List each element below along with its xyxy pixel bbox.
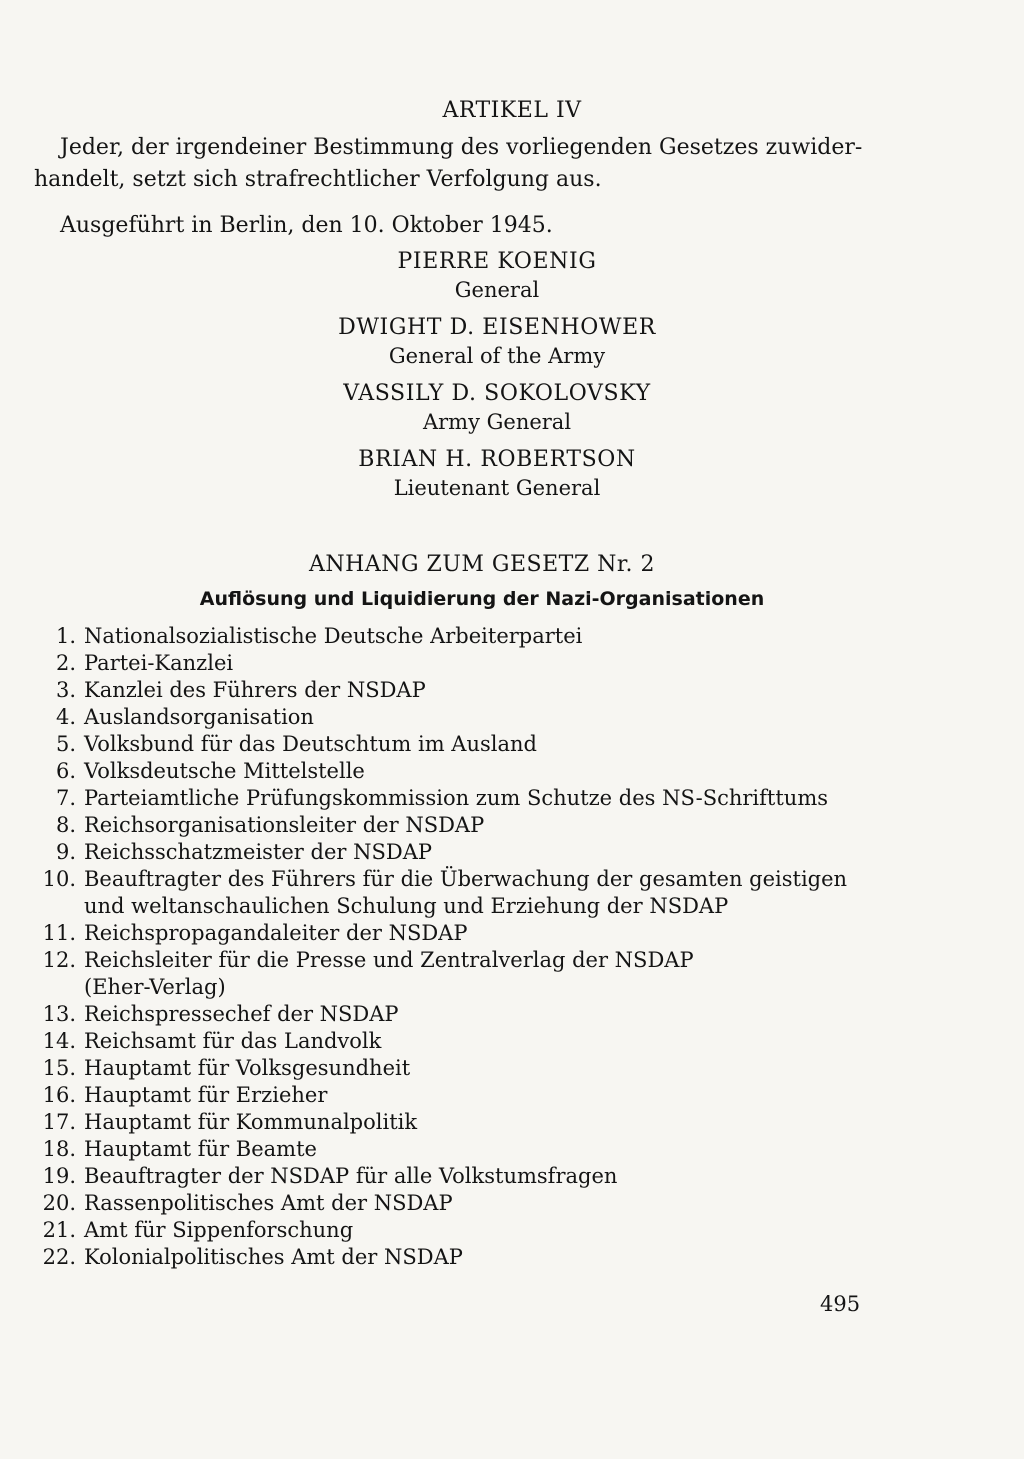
list-item-text: Hauptamt für Kommunalpolitik [84, 1110, 418, 1134]
list-item-number: 7. [55, 786, 76, 810]
list-item-number: 20. [42, 1191, 76, 1215]
list-item-text-block [84, 1082, 890, 1109]
signatory-name: VASSILY D. SOKOLOVSKY [343, 381, 651, 406]
list-item-number: 2. [55, 651, 76, 675]
signatory-title: Army General [422, 410, 572, 434]
list-item-text-block [84, 1190, 890, 1217]
list-item-number: 14. [42, 1029, 76, 1053]
list-item-text: Auslandsorganisation [84, 705, 314, 729]
list-item-continuation: (Eher-Verlag) [84, 975, 226, 999]
list-item-number: 10. [42, 867, 76, 891]
executed-line: Ausgeführt in Berlin, den 10. Oktober 1945. [60, 213, 553, 238]
list-item-number: 22. [42, 1245, 76, 1269]
list-item [30, 1190, 890, 1217]
list-item [30, 1217, 890, 1244]
list-item-text-block [84, 758, 890, 785]
list-item-text: Reichspropagandaleiter der NSDAP [84, 921, 468, 945]
signatory-name: DWIGHT D. EISENHOWER [338, 315, 656, 340]
list-item-text-block [84, 1244, 890, 1271]
organization-list [30, 623, 890, 1271]
page-number: 495 [820, 1292, 861, 1316]
list-item-continuation: und weltanschaulichen Schulung und Erziehung der NSDAP [84, 894, 729, 918]
list-item-text-block [84, 866, 890, 920]
list-item [30, 785, 890, 812]
list-item [30, 623, 890, 650]
list-item-text-block [84, 731, 890, 758]
list-item [30, 1163, 890, 1190]
list-item-text-block [84, 920, 890, 947]
annex-heading: ANHANG ZUM GESETZ Nr. 2 [309, 552, 655, 577]
list-item-text-block [84, 704, 890, 731]
list-item-number: 12. [42, 948, 76, 972]
list-item-text: Beauftragter des Führers für die Überwachung der gesamten geistigen [84, 867, 848, 891]
list-item-text: Reichspressechef der NSDAP [84, 1002, 399, 1026]
list-item-text-block [84, 839, 890, 866]
article-heading: ARTIKEL IV [442, 98, 582, 123]
list-item-text-block [84, 650, 890, 677]
list-item-number: 18. [42, 1137, 76, 1161]
list-item-text-block [84, 623, 890, 650]
list-item-number: 6. [55, 759, 76, 783]
list-item [30, 1244, 890, 1271]
list-item-text: Kolonialpolitisches Amt der NSDAP [84, 1245, 463, 1269]
list-item [30, 1082, 890, 1109]
list-item-number: 15. [42, 1056, 76, 1080]
list-item-text: Hauptamt für Beamte [84, 1137, 317, 1161]
list-item-text-block [84, 1001, 890, 1028]
list-item-text-block [84, 1028, 890, 1055]
list-item-text: Reichsamt für das Landvolk [84, 1029, 382, 1053]
list-item [30, 731, 890, 758]
signatory-title: General of the Army [388, 344, 606, 368]
list-item-number: 16. [42, 1083, 76, 1107]
list-item-text: Amt für Sippenforschung [84, 1218, 354, 1242]
list-item [30, 1028, 890, 1055]
list-item-number: 9. [55, 840, 76, 864]
list-item-text-block [84, 812, 890, 839]
list-item [30, 1001, 890, 1028]
list-item-text: Reichsorganisationsleiter der NSDAP [84, 813, 485, 837]
list-item [30, 866, 890, 920]
list-item [30, 758, 890, 785]
list-item-text: Partei-Kanzlei [84, 651, 234, 675]
signatory-name: BRIAN H. ROBERTSON [358, 447, 636, 472]
list-item-text: Kanzlei des Führers der NSDAP [84, 678, 426, 702]
list-item-text: Rassenpolitisches Amt der NSDAP [84, 1191, 453, 1215]
list-item-text: Beauftragter der NSDAP für alle Volkstumsfragen [84, 1164, 618, 1188]
list-item-number: 17. [42, 1110, 76, 1134]
list-item-text-block [84, 1163, 890, 1190]
list-item [30, 650, 890, 677]
list-item [30, 1109, 890, 1136]
list-item [30, 812, 890, 839]
article-text-line-1: Jeder, der irgendeiner Bestimmung des vorliegenden Gesetzes zuwider- [60, 135, 863, 160]
list-item-text: Nationalsozialistische Deutsche Arbeiterpartei [84, 624, 583, 648]
list-item-text: Reichsschatzmeister der NSDAP [84, 840, 432, 864]
list-item-number: 19. [42, 1164, 76, 1188]
list-item [30, 839, 890, 866]
list-item-text-block [84, 1109, 890, 1136]
list-item-text: Volksdeutsche Mittelstelle [84, 759, 365, 783]
list-item-text: Hauptamt für Volksgesundheit [84, 1056, 411, 1080]
list-item [30, 947, 890, 1001]
list-item-number: 13. [42, 1002, 76, 1026]
list-item-number: 5. [55, 732, 76, 756]
list-item [30, 704, 890, 731]
list-item-number: 21. [42, 1218, 76, 1242]
list-item-text-block [84, 1217, 890, 1244]
annex-subheading: Auflösung und Liquidierung der Nazi-Organisationen [199, 588, 765, 610]
list-item-text-block [84, 1055, 890, 1082]
list-item-text: Reichsleiter für die Presse und Zentralverlag der NSDAP [84, 948, 694, 972]
article-text-line-2: handelt, setzt sich strafrechtlicher Verfolgung aus. [34, 167, 602, 192]
list-item-number: 3. [55, 678, 76, 702]
list-item-text-block [84, 947, 890, 1001]
list-item [30, 677, 890, 704]
list-item [30, 1136, 890, 1163]
list-item [30, 1055, 890, 1082]
list-item-text-block [84, 1136, 890, 1163]
signatory-title: Lieutenant General [393, 476, 601, 500]
list-item-text: Volksbund für das Deutschtum im Ausland [84, 732, 537, 756]
list-item-text-block [84, 785, 890, 812]
signatory-title: General [454, 278, 540, 302]
list-item-text: Hauptamt für Erzieher [84, 1083, 328, 1107]
signature-block [0, 248, 1009, 502]
signatory-name: PIERRE KOENIG [397, 249, 597, 274]
list-item-number: 8. [55, 813, 76, 837]
list-item-text-block [84, 677, 890, 704]
list-item-number: 1. [55, 624, 76, 648]
list-item-number: 11. [42, 921, 76, 945]
list-item-text: Parteiamtliche Prüfungskommission zum Schutze des NS-Schrifttums [84, 786, 829, 810]
list-item-number: 4. [55, 705, 76, 729]
list-item [30, 920, 890, 947]
